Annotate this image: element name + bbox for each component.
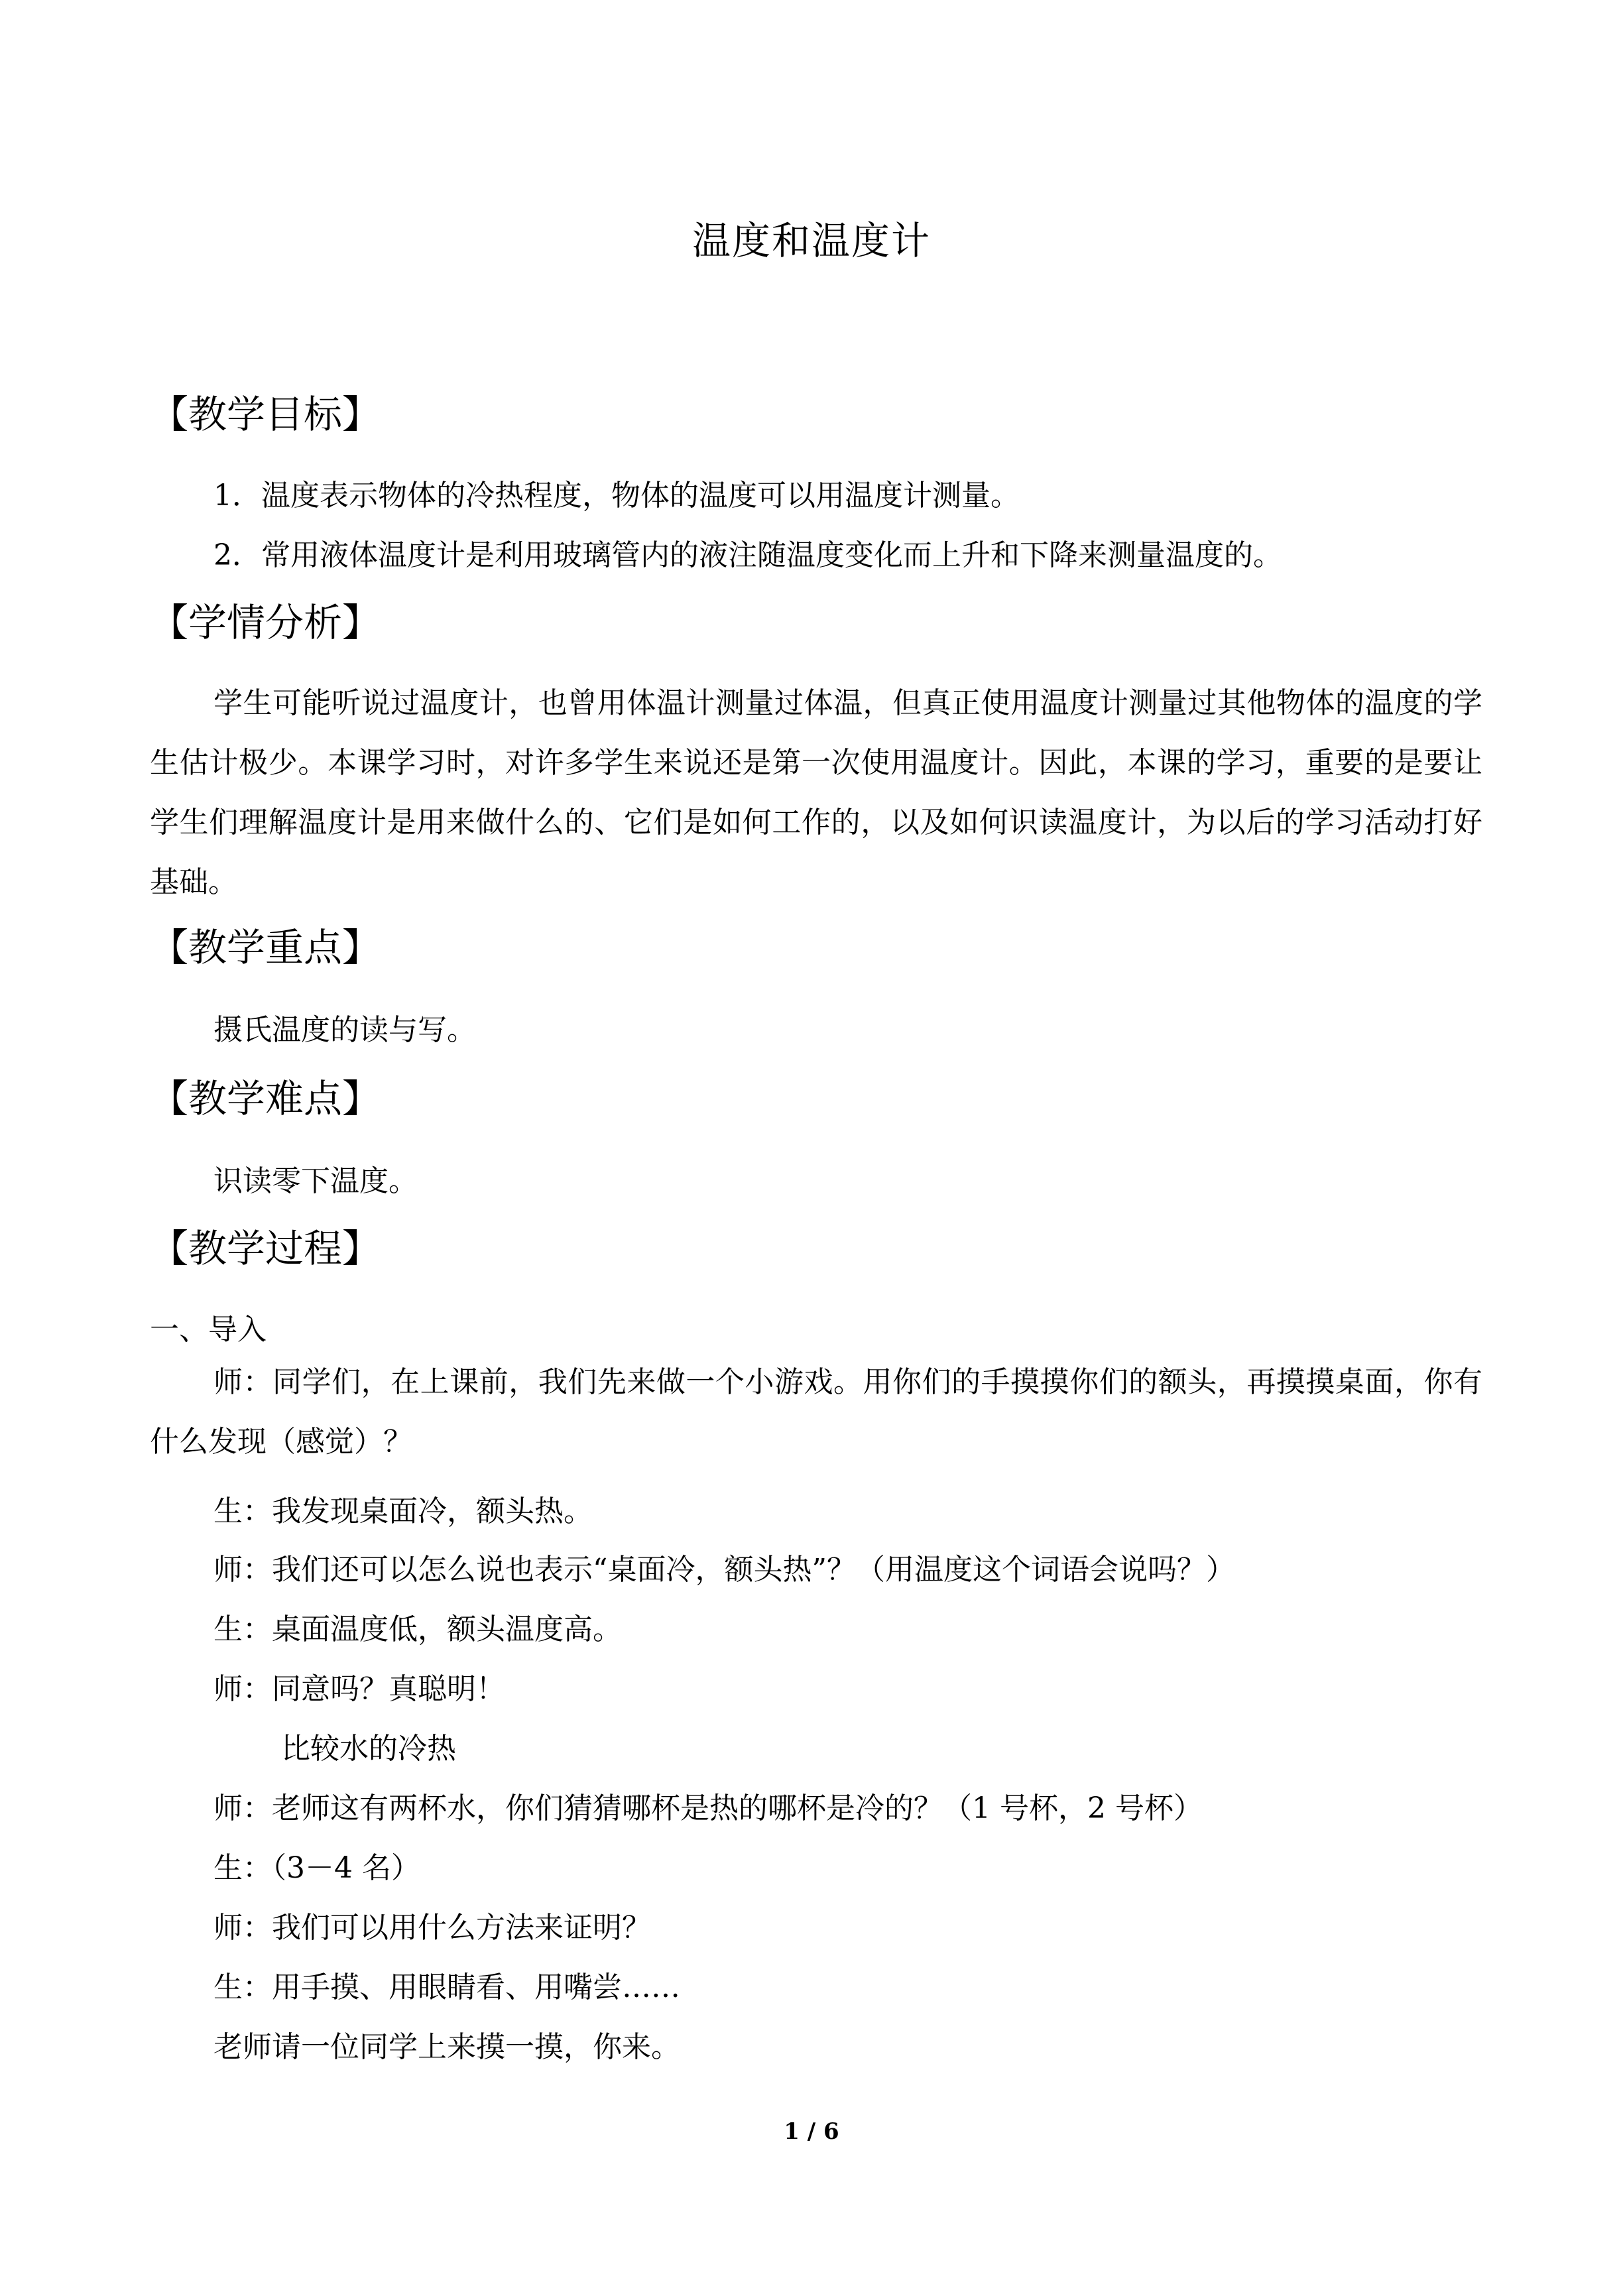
dialogue-line: 生：（3－4 名） xyxy=(213,1851,420,1885)
key-points-heading: 【教学重点】 xyxy=(150,925,381,970)
page-number: 1 / 6 xyxy=(784,2118,839,2145)
process-subheading: 一、导入 xyxy=(150,1313,267,1347)
dialogue-line: 生：用手摸、用眼睛看、用嘴尝…… xyxy=(213,1970,680,2004)
dialogue-subtopic: 比较水的冷热 xyxy=(281,1732,456,1766)
key-points-text: 摄氏温度的读与写。 xyxy=(213,1013,476,1047)
dialogue-line: 师：同意吗？真聪明！ xyxy=(213,1672,505,1706)
difficulties-text: 识读零下温度。 xyxy=(213,1164,418,1198)
objective-item-2: 2．常用液体温度计是利用玻璃管内的液注随温度变化而上升和下降来测量温度的。 xyxy=(213,538,1282,572)
dialogue-line: 生：桌面温度低，额头温度高。 xyxy=(213,1612,622,1646)
dialogue-line: 师：我们还可以怎么说也表示“桌面冷，额头热”？（用温度这个词语会说吗？） xyxy=(213,1553,1235,1587)
dialogue-line: 老师请一位同学上来摸一摸，你来。 xyxy=(213,2030,680,2064)
dialogue-line: 生：我发现桌面冷，额头热。 xyxy=(213,1494,593,1528)
dialogue-line: 师：老师这有两杯水，你们猜猜哪杯是热的哪杯是冷的？（1 号杯，2 号杯） xyxy=(213,1791,1203,1825)
objectives-heading: 【教学目标】 xyxy=(150,392,381,437)
objective-item-1: 1．温度表示物体的冷热程度，物体的温度可以用温度计测量。 xyxy=(213,479,1020,513)
dialogue-line: 师：同学们，在上课前，我们先来做一个小游戏。用你们的手摸摸你们的额头，再摸摸桌面，你有什么发现（感觉）？ xyxy=(150,1365,1482,1459)
process-heading: 【教学过程】 xyxy=(150,1226,381,1271)
analysis-paragraph: 学生可能听说过温度计，也曾用体温计测量过体温，但真正使用温度计测量过其他物体的温度的学生估计极少。本课学习时，对许多学生来说还是第一次使用温度计。因此，本课的学习，重要的是要让学生们理解温度计是用来做什么的、它们是如何工作的，以及如何识读温度计，为以后的学习活动打好基础。 xyxy=(150,686,1482,899)
analysis-heading: 【学情分析】 xyxy=(150,600,381,645)
dialogue-line: 师：我们可以用什么方法来证明？ xyxy=(213,1911,651,1945)
difficulties-heading: 【教学难点】 xyxy=(150,1076,381,1121)
page-title: 温度和温度计 xyxy=(691,218,931,263)
